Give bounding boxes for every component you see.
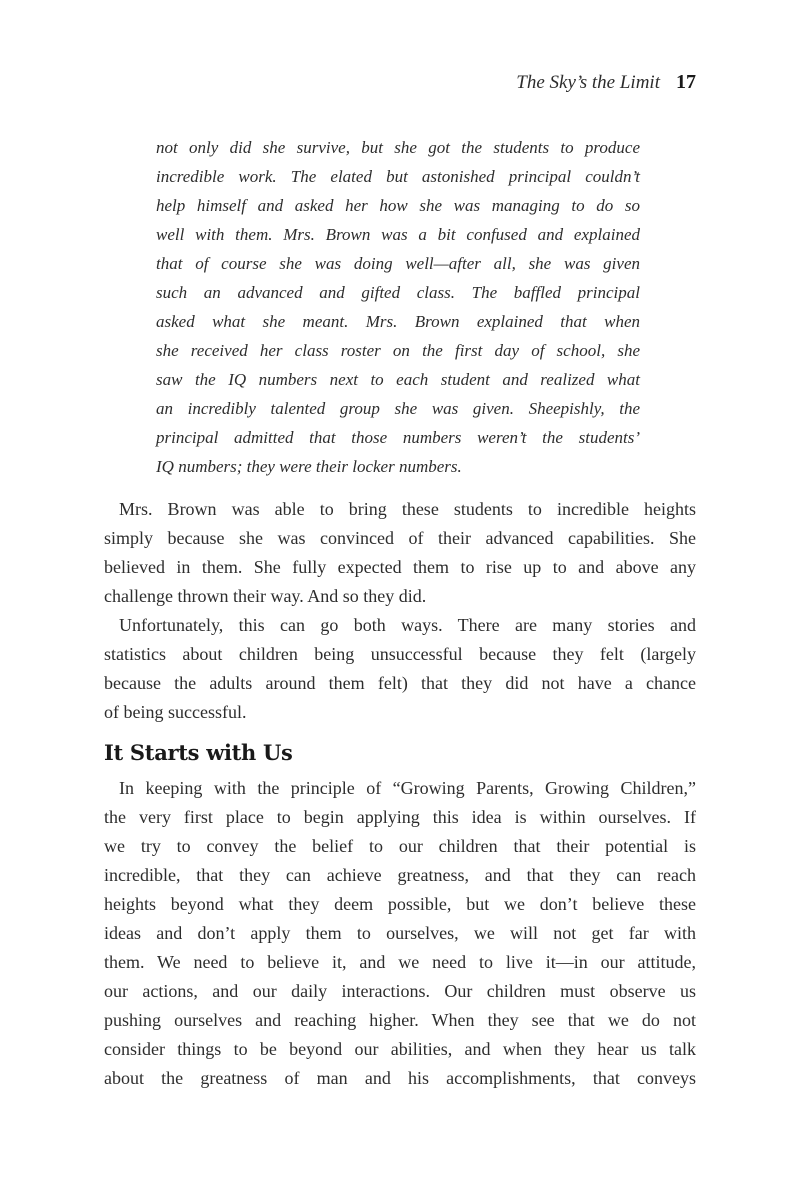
text-line: heights beyond what they deem possible, but we don’t believe these (104, 894, 696, 914)
text-line: well with them. Mrs. Brown was a bit confused and explained (156, 225, 640, 244)
text-line: incredible, that they can achieve greatness, and that they can reach (104, 865, 696, 885)
paragraph-mrs-brown (104, 495, 696, 611)
section-heading: It Starts with Us (104, 740, 293, 765)
block-quote (156, 133, 640, 481)
page-number: 17 (676, 71, 696, 93)
text-line: we try to convey the belief to our children that their potential is (104, 836, 696, 856)
text-line: consider things to be beyond our abilities, and when they hear us talk (104, 1039, 696, 1059)
paragraph-unfortunately (104, 611, 696, 727)
text-line: our actions, and our daily interactions. Our children must observe us (104, 981, 696, 1001)
paragraph-it-starts-with-us (104, 774, 696, 1093)
text-line: because the adults around them felt) that they did not have a chance (104, 673, 696, 693)
text-line: In keeping with the principle of “Growing Parents, Growing Children,” (119, 778, 696, 798)
text-line: asked what she meant. Mrs. Brown explained that when (156, 312, 640, 331)
text-line: saw the IQ numbers next to each student and realized what (156, 370, 640, 389)
text-line: believed in them. She fully expected them to rise up to and above any (104, 557, 696, 577)
text-line: IQ numbers; they were their locker numbers. (156, 457, 462, 476)
text-line: simply because she was convinced of their advanced capabilities. She (104, 528, 696, 548)
text-line: them. We need to believe it, and we need to live it—in our attitude, (104, 952, 696, 972)
text-line: challenge thrown their way. And so they did. (104, 586, 427, 606)
text-line: pushing ourselves and reaching higher. When they see that we do not (104, 1010, 696, 1030)
text-line: help himself and asked her how she was managing to do so (156, 196, 640, 215)
text-line: about the greatness of man and his accomplishments, that conveys (104, 1068, 696, 1088)
text-line: Mrs. Brown was able to bring these students to incredible heights (119, 499, 696, 519)
text-line: statistics about children being unsuccessful because they felt (largely (104, 644, 696, 664)
text-line: principal admitted that those numbers weren’t the students’ (156, 428, 640, 447)
text-line: Unfortunately, this can go both ways. There are many stories and (119, 615, 696, 635)
text-line: of being successful. (104, 702, 247, 722)
text-line: not only did she survive, but she got the students to produce (156, 138, 640, 157)
text-line: such an advanced and gifted class. The baffled principal (156, 283, 640, 302)
running-head (104, 0, 696, 95)
text-line: she received her class roster on the first day of school, she (156, 341, 640, 360)
text-line: ideas and don’t apply them to ourselves, we will not get far with (104, 923, 696, 943)
text-line: incredible work. The elated but astonished principal couldn’t (156, 167, 640, 186)
text-line: the very first place to begin applying this idea is within ourselves. If (104, 807, 696, 827)
running-head-title: The Sky’s the Limit (516, 72, 660, 93)
text-line: that of course she was doing well—after all, she was given (156, 254, 640, 273)
text-line: an incredibly talented group she was given. Sheepishly, the (156, 399, 640, 418)
